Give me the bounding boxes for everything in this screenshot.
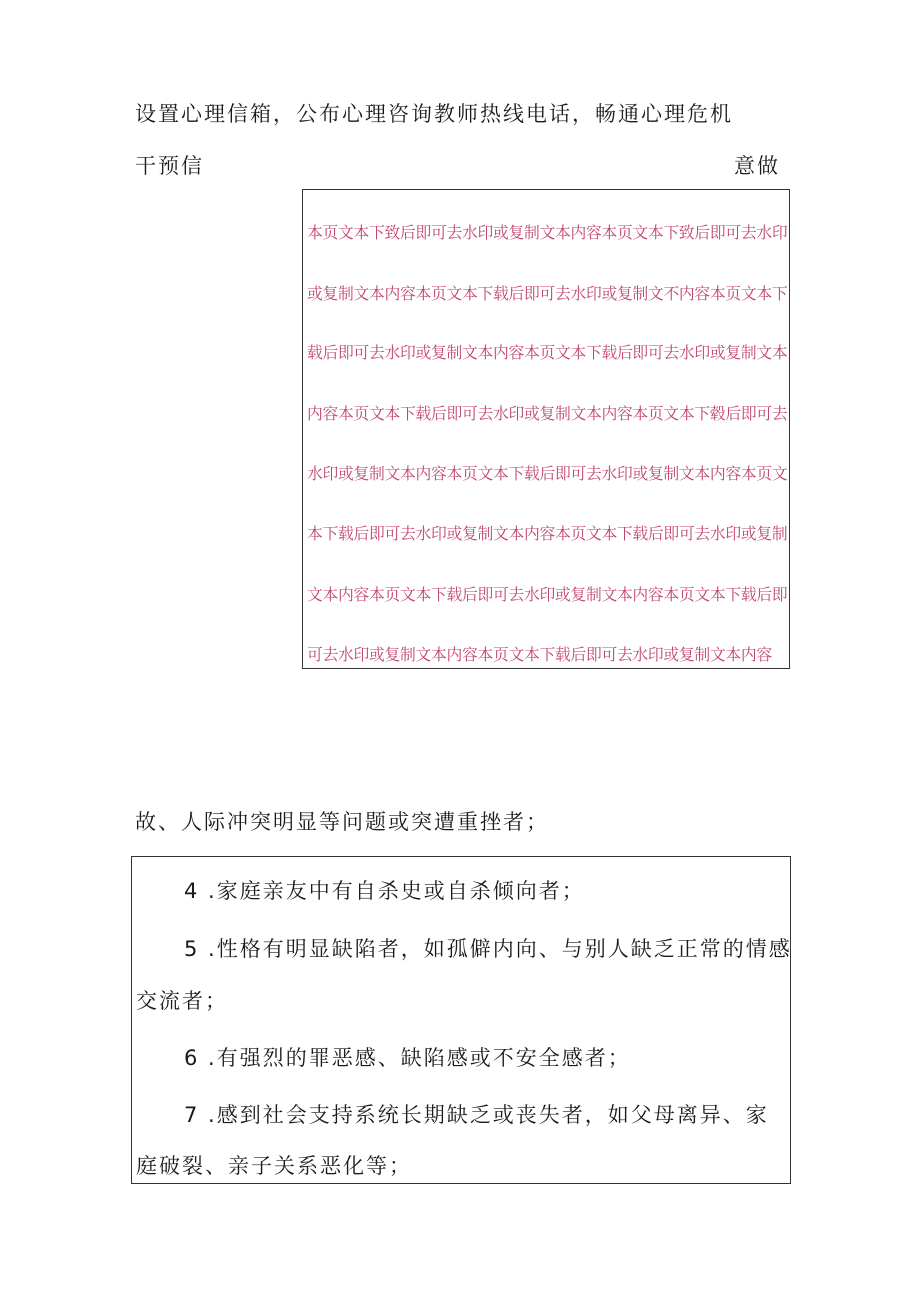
- risk-list-box: [131, 856, 791, 1184]
- paragraph-line-2-right: 意做: [734, 154, 780, 178]
- paragraph-line-3: 故、人际冲突明显等问题或突遭重挫者；: [135, 810, 549, 834]
- watermark-line: 或复制文本内容本页文本下载后即可去水印或复制文不内容本页文本下: [307, 284, 788, 303]
- list-item-4: 4 .家庭亲友中有自杀史或自杀倾向者；: [184, 879, 585, 903]
- watermark-line: 载后即可去水印或复制文本内容本页文本下载后即可去水印或复制文本: [307, 343, 788, 362]
- list-item-5-line-2: 交流者；: [136, 989, 228, 1013]
- watermark-line: 文本内容本页文本下载后即可去水印或复制文本内容本页文本下载后即: [307, 585, 788, 604]
- watermark-notice-box: [302, 189, 790, 669]
- watermark-line: 本下载后即可去水印或复制文本内容本页文本下载后即可去水印或复制: [307, 524, 788, 543]
- list-item-7-line-1: 7 .感到社会支持系统长期缺乏或丧失者，如父母离异、家: [184, 1103, 769, 1127]
- paragraph-line-1: 设置心理信箱，公布心理咨询教师热线电话，畅通心理危机: [135, 102, 733, 126]
- list-item-6: 6 .有强烈的罪恶感、缺陷感或不安全感者；: [184, 1046, 631, 1070]
- watermark-line: 内容本页文本下载后即可去水印或复制文本内容本页文本下毂后即可去: [307, 404, 788, 423]
- watermark-line: 本页文本下致后即可去水印或复制文本内容本页文本下致后即可去水印: [307, 223, 788, 242]
- watermark-line: 水印或复制文本内容本页文本下载后即可去水印或复制文本内容本页文: [307, 464, 788, 483]
- watermark-line: 可去水印或复制文本内容本页文本下载后即可去水印或复制文本内容: [307, 645, 772, 664]
- list-item-7-line-2: 庭破裂、亲子关系恶化等；: [136, 1154, 412, 1178]
- paragraph-line-2-left: 干预信: [135, 154, 204, 178]
- list-item-5-line-1: 5 .性格有明显缺陷者，如孤僻内向、与别人缺乏正常的情感: [184, 937, 792, 961]
